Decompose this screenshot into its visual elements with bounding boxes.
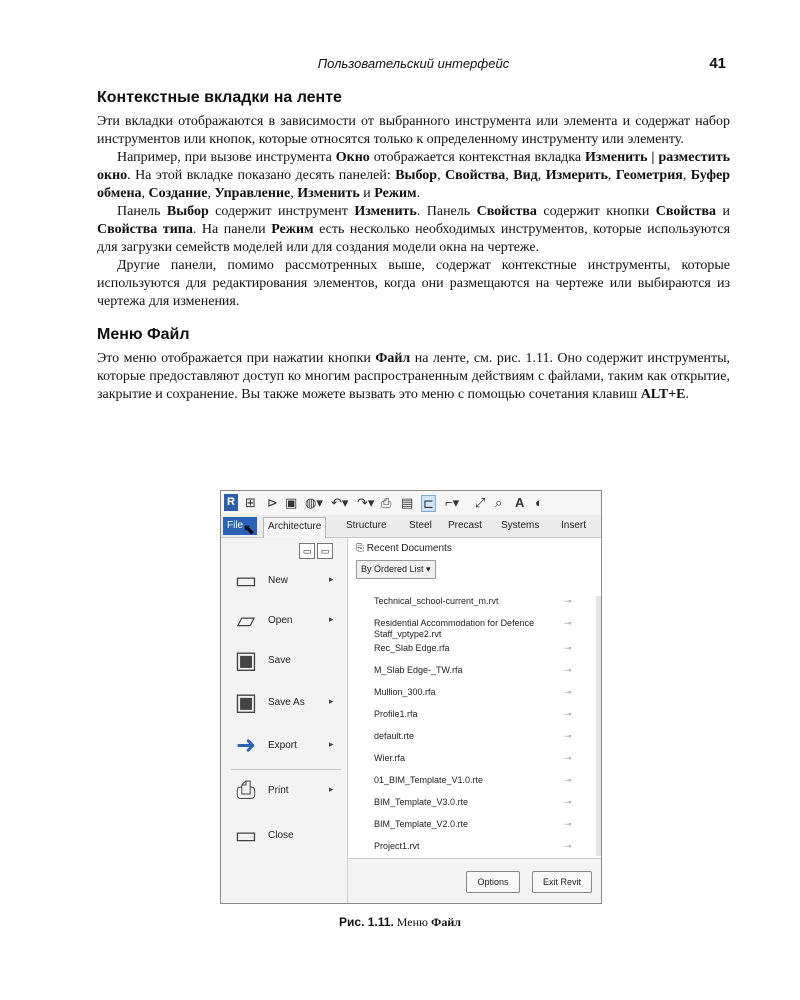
measure-icon[interactable]: ⊏ bbox=[423, 496, 434, 511]
submenu-arrow-icon: ▸ bbox=[329, 614, 334, 624]
recent-document-name: 01_BIM_Template_V1.0.rte bbox=[374, 775, 484, 785]
submenu-arrow-icon: ▸ bbox=[329, 784, 334, 794]
recent-document-item[interactable] bbox=[374, 841, 584, 852]
figure-caption: Рис. 1.11. Меню Файл bbox=[339, 915, 461, 929]
new-document-icon: ▭ bbox=[234, 567, 258, 594]
pin-icon[interactable]: ⊸ bbox=[564, 819, 572, 829]
menu-item-print[interactable]: ⎙ Print ▸ bbox=[231, 776, 343, 806]
spot-elevation-icon[interactable]: ⤢ bbox=[475, 495, 486, 510]
options-button[interactable]: Options bbox=[466, 871, 520, 893]
recent-document-item[interactable] bbox=[374, 618, 584, 640]
menu-item-export[interactable]: ➜ Export ▸ bbox=[231, 731, 343, 761]
revit-logo[interactable]: R bbox=[224, 494, 238, 511]
recent-document-name: BIM_Template_V3.0.rte bbox=[374, 797, 469, 807]
tab-architecture[interactable]: Architecture bbox=[263, 517, 326, 538]
menu-item-close[interactable]: ▭ Close bbox=[231, 821, 343, 851]
page-number: 41 bbox=[709, 55, 726, 72]
sync-icon[interactable]: ◍▾ bbox=[305, 495, 323, 510]
close-document-icon: ▭ bbox=[234, 822, 258, 849]
recent-document-name: Residential Accommodation for Defence Staff_vptype2.rvt bbox=[374, 618, 535, 639]
recent-document-item[interactable] bbox=[374, 731, 584, 742]
submenu-arrow-icon: ▸ bbox=[329, 574, 334, 584]
recent-document-item[interactable] bbox=[374, 753, 584, 764]
recent-document-name: Technical_school-current_m.rvt bbox=[374, 596, 499, 606]
recent-document-item[interactable] bbox=[374, 775, 584, 786]
tab-systems[interactable]: Systems bbox=[501, 520, 540, 531]
printer-icon: ⎙ bbox=[236, 777, 256, 804]
recent-document-name: Mullion_300.rfa bbox=[374, 687, 436, 697]
exit-revit-button[interactable]: Exit Revit bbox=[532, 871, 592, 893]
floppy-disk-icon: ▣ bbox=[234, 647, 258, 674]
running-title: Пользовательский интерфейс bbox=[317, 56, 510, 71]
section-heading-file-menu: Меню Файл bbox=[97, 326, 190, 343]
open-folder-icon: ▱ bbox=[236, 607, 256, 634]
tag-icon[interactable]: ⌕ bbox=[495, 495, 503, 510]
recent-document-name: Profile1.rfa bbox=[374, 709, 418, 719]
recent-document-name: Project1.rvt bbox=[374, 841, 420, 851]
pin-icon[interactable]: ⊸ bbox=[564, 665, 572, 675]
pin-icon[interactable]: ⊸ bbox=[564, 596, 572, 606]
recent-document-item[interactable] bbox=[374, 797, 584, 808]
3d-view-icon[interactable]: ◐ bbox=[535, 495, 543, 510]
menu-item-save[interactable]: ▣ Save bbox=[231, 646, 343, 676]
pin-icon[interactable]: ⊸ bbox=[564, 731, 572, 741]
paragraph-4: Другие панели, помимо рассмотренных выше, содержат контекстные инструменты, которые используются для редактирования элементов, когда они размещаются на чертеже или выбираются из чертежа для изменения. bbox=[97, 258, 730, 309]
file-menu-footer bbox=[348, 858, 601, 904]
tab-steel[interactable]: Steel bbox=[409, 520, 432, 531]
save-icon[interactable]: ▣ bbox=[285, 495, 298, 510]
section-heading-context-tabs: Контекстные вкладки на ленте bbox=[97, 89, 342, 106]
paragraph-5: Это меню отображается при нажатии кнопки Файл на ленте, см. рис. 1.11. Оно содержит инструменты, которые предоставляют доступ ко многим распространенным действиям с файлами, таким как открытие, закрытие и сохранение. Вы также можете вызвать это меню с помощью сочетания клавиш ALT+E. bbox=[97, 351, 731, 402]
view-toggle-buttons bbox=[299, 543, 335, 559]
recent-document-name: Rec_Slab Edge.rfa bbox=[374, 643, 450, 653]
recent-document-name: default.rte bbox=[374, 731, 415, 741]
recent-documents-icon: ⎘ bbox=[356, 543, 364, 554]
open-docs-toggle-icon[interactable]: ▭ bbox=[317, 543, 333, 559]
recent-document-name: BIM_Template_V2.0.rte bbox=[374, 819, 469, 829]
tab-file[interactable]: File bbox=[223, 517, 257, 535]
order-dropdown[interactable]: By Ordered List ▾ bbox=[356, 560, 436, 579]
pin-icon[interactable]: ⊸ bbox=[564, 775, 572, 785]
recent-document-item[interactable] bbox=[374, 709, 584, 720]
recent-documents-pane bbox=[348, 538, 601, 903]
paragraph-3: Панель Выбор содержит инструмент Изменить. Панель Свойства содержит кнопки Свойства и Свойства типа. На панели Режим есть несколько необходимых инструментов, которые используются для загрузки семейств моделей или для создания модели окна на чертеже. bbox=[97, 204, 731, 255]
pin-icon[interactable]: ⊸ bbox=[564, 687, 572, 697]
home-icon[interactable]: ⊞ bbox=[245, 495, 256, 510]
open-icon[interactable]: ⊳ bbox=[267, 495, 278, 510]
recent-document-name: M_Slab Edge-_TW.rfa bbox=[374, 665, 463, 675]
text-icon[interactable]: A bbox=[515, 495, 525, 510]
recent-document-name: Wier.rfa bbox=[374, 753, 406, 763]
recent-document-item[interactable] bbox=[374, 643, 584, 654]
tab-insert[interactable]: Insert bbox=[561, 520, 587, 531]
recent-document-item[interactable] bbox=[374, 596, 584, 607]
file-menu-screenshot bbox=[220, 490, 602, 904]
export-arrow-icon: ➜ bbox=[235, 732, 257, 759]
recent-document-item[interactable] bbox=[374, 665, 584, 676]
recent-docs-toggle-icon[interactable]: ▭ bbox=[299, 543, 315, 559]
quick-access-toolbar bbox=[221, 491, 601, 515]
export-pdf-icon[interactable]: ▤ bbox=[401, 495, 414, 510]
recent-document-item[interactable] bbox=[374, 819, 584, 830]
pin-icon[interactable]: ⊸ bbox=[564, 797, 572, 807]
menu-item-new[interactable]: ▭ New ▸ bbox=[231, 566, 343, 596]
paragraph-1: Эти вкладки отображаются в зависимости от выбранного инструмента или элемента и содержат набор инструментов или кнопок, которые относятся только к определенному инструменту или элементу. bbox=[97, 114, 730, 147]
recent-document-item[interactable] bbox=[374, 687, 584, 698]
save-as-icon: ▣ bbox=[234, 689, 258, 716]
print-icon[interactable]: ⎙ bbox=[381, 495, 392, 510]
pin-icon[interactable]: ⊸ bbox=[564, 753, 572, 763]
undo-icon[interactable]: ↶▾ bbox=[331, 495, 349, 510]
tab-structure[interactable]: Structure bbox=[346, 520, 387, 531]
pin-icon[interactable]: ⊸ bbox=[564, 643, 572, 653]
tab-precast[interactable]: Precast bbox=[448, 520, 482, 531]
menu-item-save-as[interactable]: ▣ Save As ▸ bbox=[231, 688, 343, 718]
aligned-dimension-icon[interactable]: ⌐▾ bbox=[445, 495, 460, 510]
ribbon-tabs bbox=[221, 515, 601, 538]
recent-documents-header: ⎘ Recent Documents bbox=[356, 543, 452, 554]
page-content bbox=[97, 88, 730, 404]
pin-icon[interactable]: ⊸ bbox=[564, 709, 572, 719]
chevron-down-icon: ▾ bbox=[426, 564, 431, 574]
menu-item-open[interactable]: ▱ Open ▸ bbox=[231, 606, 343, 636]
file-menu-commands bbox=[221, 538, 347, 903]
menu-divider bbox=[231, 769, 341, 770]
submenu-arrow-icon: ▸ bbox=[329, 696, 334, 706]
pin-icon[interactable]: ⊸ bbox=[564, 841, 572, 851]
paragraph-2: Например, при вызове инструмента Окно отображается контекстная вкладка Изменить | разместить окно. На этой вкладке показано десять панелей: Выбор, Свойства, Вид, Измерить, Геометрия, Буфер обмена, Создание, Управление, Изменить и Режим. bbox=[97, 150, 731, 201]
mouse-cursor-icon: ⬉ bbox=[243, 521, 255, 537]
scrollbar[interactable] bbox=[596, 596, 601, 856]
page-header bbox=[97, 56, 730, 76]
redo-icon[interactable]: ↷▾ bbox=[357, 495, 375, 510]
pin-icon[interactable]: ⊸ bbox=[564, 618, 572, 628]
submenu-arrow-icon: ▸ bbox=[329, 739, 334, 749]
